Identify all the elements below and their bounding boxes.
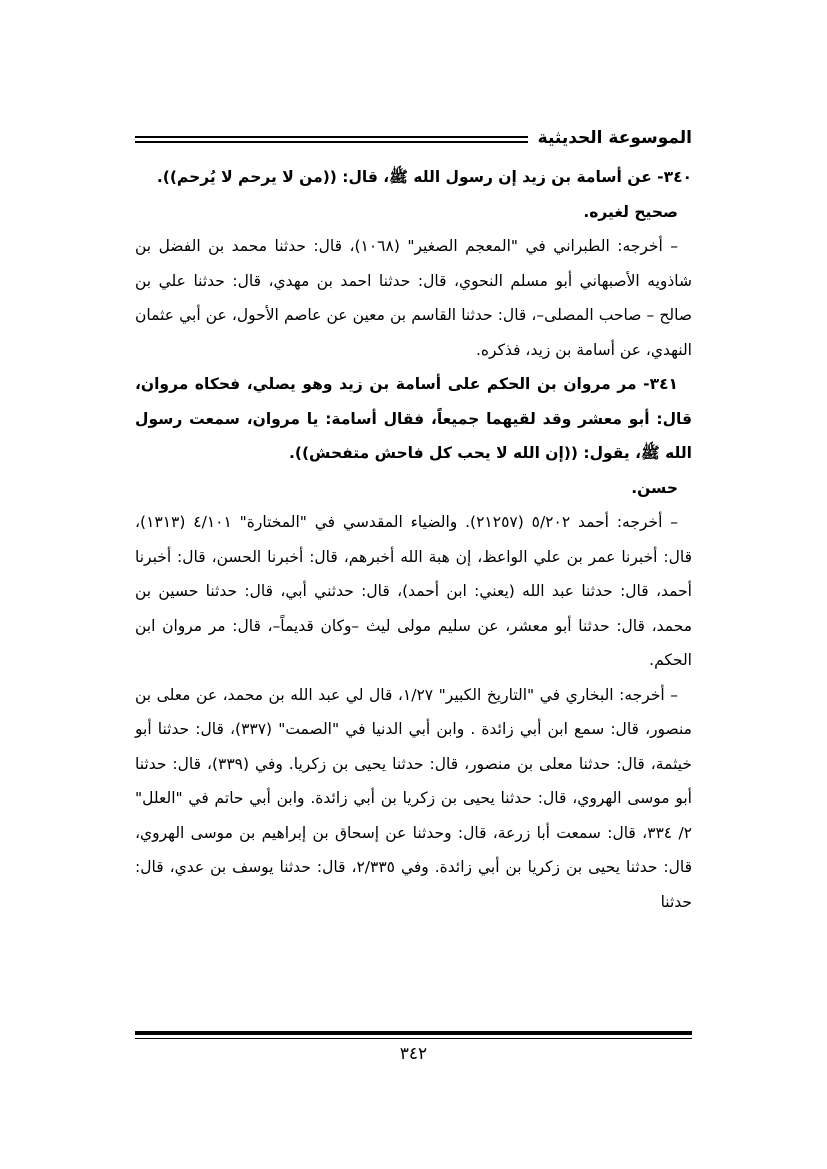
page-number: ٣٤٢ <box>399 1044 428 1064</box>
book-title: الموسوعة الحديثية <box>528 126 692 150</box>
page-body <box>135 160 692 919</box>
running-header <box>135 126 692 154</box>
header-rule <box>135 136 542 143</box>
footer-rule <box>135 1031 692 1039</box>
hadith-341-text: ٣٤١- مر مروان بن الحكم على أسامة بن زيد وهو يصلي، فحكاه مروان، قال: أبو معشر وقد لقيهما جميعاً، فقال أسامة: يا مروان، سمعت رسول الله ﷺ، يقول: ((إن الله لا يحب كل فاحش متفحش)). <box>135 375 692 462</box>
hadith-341-grade: حسن. <box>631 478 678 497</box>
hadith-340-takhrij: – أخرجه: الطبراني في "المعجم الصغير" (١٠٦٨)، قال: حدثنا محمد بن الفضل بن شاذويه الأصبهاني أبو مسلم النحوي، قال: حدثنا احمد بن مهدي، قال: حدثنا علي بن صالح – صاحب المصلى–، قال: حدثنا القاسم بن معين عن عاصم الأحول، عن أبي عثمان النهدي، عن أسامة بن زيد، فذكره. <box>135 237 692 359</box>
hadith-341-takhrij: – أخرجه: أحمد ٥/٢٠٢ (٢١٢٥٧). والضياء المقدسي في "المختارة" ٤/١٠١ (١٣١٣)، قال: أخبرنا عمر بن علي الواعظ، إن هبة الله أخبرهم، قال: أخبرنا الحسن، قال: أخبرنا أحمد، قال: حدثنا عبد الله (يعني: ابن أحمد)، قال: حدثني أبي، قال: حدثنا حسين بن محمد، قال: حدثنا أبو معشر، عن سليم مولى ليث –وكان قديماً–، قال: مر مروان ابن الحكم. <box>135 513 692 669</box>
hadith-341-takhrij-2: – أخرجه: البخاري في "التاريخ الكبير" ١/٢٧، قال لي عبد الله بن محمد، عن معلى بن منصور، قال: سمع ابن أبي زائدة . وابن أبي الدنيا في "الصمت" (٣٣٧)، قال: حدثنا أبو خيثمة، قال: حدثنا معلى بن منصور، قال: حدثنا يحيى بن زكريا. وفي (٣٣٩)، قال: حدثنا أبو موسى الهروي، قال: حدثنا يحيى بن زكريا بن أبي زائدة. وابن أبي حاتم في "العلل" ٢/ ٣٣٤، قال: سمعت أبا زرعة، قال: وحدثنا عن إسحاق بن إبراهيم بن موسى الهروي، قال: حدثنا يحيى بن زكريا بن أبي زائدة. وفي ٢/٣٣٥، قال: حدثنا يوسف بن عدي، قال: حدثنا <box>135 685 693 911</box>
hadith-340-text: ٣٤٠- عن أسامة بن زيد إن رسول الله ﷺ، قال: ((من لا يرحم لا يُرحم)). <box>156 168 692 186</box>
hadith-340-grade: صحيح لغيره. <box>583 202 678 221</box>
